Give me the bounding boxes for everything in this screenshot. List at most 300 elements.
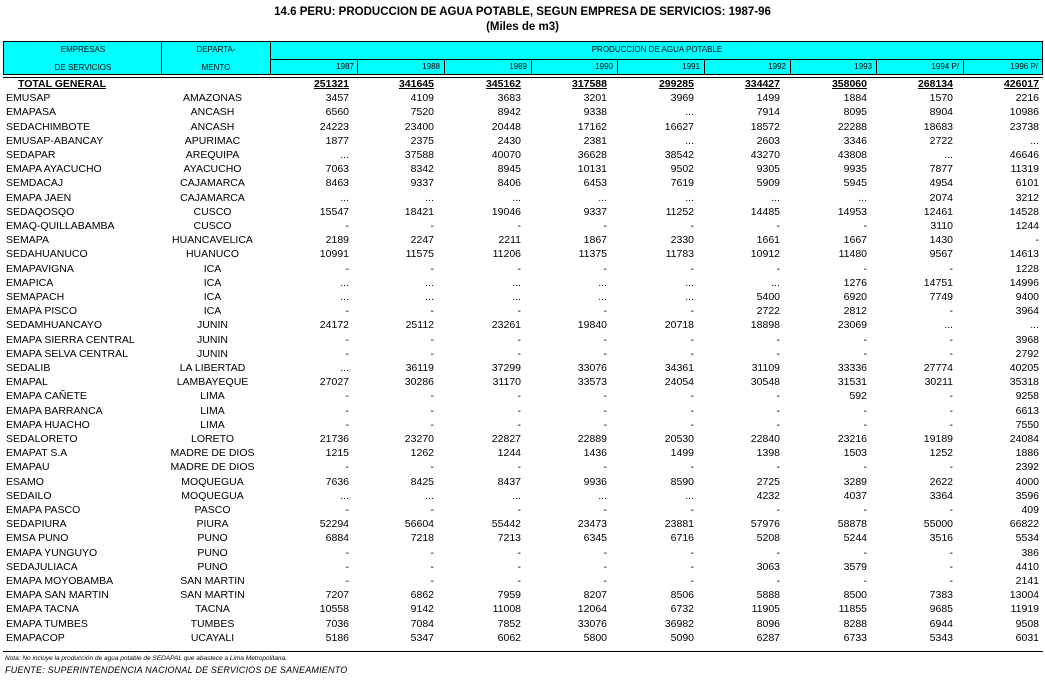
- year-divider: [790, 59, 791, 74]
- header-divider: [270, 59, 1042, 60]
- production-value: 6733: [843, 631, 867, 644]
- production-value: ...: [771, 276, 780, 289]
- production-value: 3683: [497, 92, 521, 105]
- production-value: 3212: [1015, 191, 1039, 204]
- production-value: 38542: [664, 149, 694, 161]
- production-value: 9502: [670, 163, 694, 176]
- company-name: SEDAMHUANCAYO: [6, 319, 103, 332]
- company-name: EMSA PUNO: [6, 532, 69, 545]
- production-value: -: [776, 262, 780, 275]
- production-value: 18421: [404, 205, 434, 218]
- production-value: 8904: [929, 106, 953, 119]
- production-value: 23738: [1009, 120, 1039, 133]
- production-value: 8945: [497, 163, 521, 176]
- production-value: -: [776, 575, 780, 587]
- table-row: [0, 362, 1045, 376]
- production-value: 1228: [1015, 262, 1039, 275]
- production-value: 5090: [670, 631, 694, 644]
- production-value: 8288: [843, 617, 867, 630]
- production-value: -: [603, 504, 607, 516]
- production-value: ...: [944, 149, 953, 161]
- production-value: -: [345, 305, 349, 318]
- table-note: Nota: No incluye la producción de agua potable de SEDAPAL que abastece a Lima Metropolitana.: [5, 655, 287, 662]
- production-value: 8406: [497, 177, 521, 190]
- production-value: ...: [598, 291, 607, 303]
- production-value: ...: [340, 149, 349, 161]
- production-value: ...: [771, 191, 780, 204]
- production-value: 22827: [491, 433, 521, 445]
- year-divider: [704, 59, 705, 74]
- production-value: 386: [1021, 546, 1039, 559]
- year-divider: [617, 59, 618, 74]
- production-value: -: [430, 404, 434, 417]
- production-value: 8506: [670, 589, 694, 602]
- production-value: 7959: [497, 589, 521, 602]
- table-row: [0, 561, 1045, 575]
- table-title: 14.6 PERU: PRODUCCION DE AGUA POTABLE, SEGUN EMPRESA DE SERVICIOS: 1987-96: [274, 6, 771, 18]
- production-value: ...: [1030, 134, 1039, 147]
- production-value: 25112: [405, 319, 434, 332]
- year-divider: [444, 59, 445, 74]
- production-value: ...: [512, 276, 521, 289]
- table-row: [0, 433, 1045, 447]
- production-value: 4109: [410, 92, 434, 105]
- table-row: [0, 163, 1045, 177]
- production-value: 23069: [837, 319, 867, 332]
- production-value: 2603: [756, 134, 780, 147]
- year-header: 1993: [854, 62, 872, 71]
- header-depto-2: MENTO: [201, 63, 231, 72]
- production-value: ...: [340, 362, 349, 374]
- production-value: -: [776, 504, 780, 516]
- total-label: TOTAL GENERAL: [18, 78, 107, 90]
- department-name: HUANUCO: [185, 248, 240, 261]
- production-value: -: [345, 461, 349, 474]
- table-row: [0, 476, 1045, 490]
- table-row: [0, 405, 1045, 419]
- production-value: 7550: [1015, 418, 1039, 431]
- production-value: 1667: [843, 234, 867, 247]
- production-value: 9935: [843, 163, 867, 176]
- production-value: -: [345, 262, 349, 275]
- production-value: 6062: [497, 631, 521, 644]
- production-value: 20718: [664, 319, 694, 332]
- production-value: -: [430, 347, 434, 360]
- production-value: 9508: [1015, 617, 1039, 630]
- production-value: 18572: [750, 120, 780, 133]
- total-value: 334427: [744, 78, 780, 90]
- production-value: 22288: [837, 120, 867, 133]
- table-row: [0, 106, 1045, 120]
- company-name: SEDAJULIACA: [6, 560, 78, 573]
- production-value: -: [690, 575, 694, 587]
- production-value: 23400: [404, 120, 434, 133]
- production-value: 13004: [1009, 589, 1039, 602]
- table-row: [0, 334, 1045, 348]
- production-value: 8425: [410, 475, 434, 488]
- production-value: -: [517, 333, 521, 346]
- production-value: -: [690, 560, 694, 573]
- department-name: AYACUCHO: [183, 163, 242, 176]
- production-value: -: [603, 347, 607, 360]
- production-value: 2330: [670, 234, 694, 247]
- production-value: 5186: [325, 631, 349, 644]
- production-value: -: [430, 418, 434, 431]
- production-value: ...: [425, 191, 434, 204]
- production-value: 8207: [583, 589, 607, 602]
- production-value: 17162: [577, 120, 607, 133]
- production-value: 8590: [670, 475, 694, 488]
- production-value: 2392: [1015, 461, 1039, 474]
- production-value: 24084: [1009, 433, 1039, 445]
- production-value: 23270: [404, 433, 434, 445]
- production-value: ...: [340, 191, 349, 204]
- production-value: 31109: [751, 362, 780, 374]
- table-row: [0, 248, 1045, 262]
- production-value: -: [776, 333, 780, 346]
- department-name: PASCO: [194, 504, 231, 516]
- production-value: 2381: [583, 134, 607, 147]
- production-value: -: [690, 305, 694, 318]
- production-value: -: [517, 262, 521, 275]
- production-value: -: [517, 418, 521, 431]
- company-name: EMAPA TUMBES: [6, 617, 88, 630]
- year-divider: [876, 59, 877, 74]
- production-value: -: [949, 504, 953, 516]
- company-name: EMAPA MOYOBAMBA: [6, 575, 114, 587]
- production-value: -: [345, 390, 349, 403]
- production-value: -: [776, 390, 780, 403]
- production-value: -: [603, 418, 607, 431]
- department-name: LIMA: [200, 404, 225, 417]
- total-value: 426017: [1003, 78, 1039, 90]
- department-name: TACNA: [195, 603, 230, 616]
- production-value: 8437: [497, 475, 521, 488]
- production-value: -: [345, 575, 349, 587]
- production-value: ...: [685, 106, 694, 119]
- production-value: -: [603, 560, 607, 573]
- total-value: 317588: [571, 78, 607, 90]
- production-value: -: [949, 418, 953, 431]
- table-row: [0, 220, 1045, 234]
- company-name: EMAPA YUNGUYO: [6, 546, 98, 559]
- company-name: EMAPA JAEN: [6, 191, 72, 204]
- production-value: 2141: [1015, 575, 1039, 587]
- production-value: 35318: [1009, 376, 1039, 389]
- production-value: 7383: [929, 589, 953, 602]
- department-name: HUANCAVELICA: [172, 234, 253, 247]
- company-name: EMAPA SAN MARTIN: [6, 589, 109, 602]
- production-value: -: [603, 333, 607, 346]
- department-name: LIMA: [200, 418, 225, 431]
- company-name: ESAMO: [6, 475, 44, 488]
- production-value: 6560: [325, 106, 349, 119]
- production-value: 66822: [1009, 518, 1039, 531]
- production-value: 5945: [843, 177, 867, 190]
- table-row: [0, 305, 1045, 319]
- production-value: ...: [685, 191, 694, 204]
- production-value: -: [776, 461, 780, 474]
- production-value: -: [430, 333, 434, 346]
- table-header: [3, 41, 1043, 75]
- production-value: -: [863, 347, 867, 360]
- production-value: 3969: [670, 92, 694, 105]
- production-value: ...: [512, 291, 521, 303]
- production-value: 14953: [837, 205, 867, 218]
- production-value: 6862: [410, 589, 434, 602]
- production-value: 3063: [756, 560, 780, 573]
- company-name: EMAPA TACNA: [6, 603, 79, 616]
- year-divider: [531, 59, 532, 74]
- production-value: ...: [944, 319, 953, 332]
- company-name: SEDAQOSQO: [6, 205, 75, 218]
- production-value: 20530: [664, 433, 694, 445]
- production-value: -: [430, 504, 434, 516]
- production-value: 1430: [929, 234, 953, 247]
- department-name: AMAZONAS: [183, 92, 242, 105]
- header-empresas-2: DE SERVICIOS: [54, 63, 112, 72]
- production-value: 9337: [410, 177, 434, 190]
- department-name: MADRE DE DIOS: [170, 461, 255, 474]
- production-value: 6920: [843, 291, 867, 303]
- production-value: 22889: [577, 433, 607, 445]
- production-value: -: [345, 418, 349, 431]
- production-value: 55000: [923, 518, 953, 531]
- production-value: 5800: [583, 631, 607, 644]
- department-name: APURIMAC: [184, 134, 241, 147]
- production-value: 1877: [325, 134, 349, 147]
- production-value: 11480: [838, 248, 867, 261]
- production-value: 30286: [404, 376, 434, 389]
- department-name: SAN MARTIN: [180, 589, 245, 602]
- company-name: SEDAPIURA: [6, 518, 67, 531]
- production-value: -: [430, 262, 434, 275]
- company-name: EMAPA SIERRA CENTRAL: [6, 333, 135, 346]
- table-row: [0, 135, 1045, 149]
- production-value: 24223: [319, 120, 349, 133]
- department-name: MADRE DE DIOS: [170, 447, 255, 460]
- production-value: 43270: [750, 149, 780, 161]
- total-value: 251321: [313, 78, 349, 90]
- production-value: 6031: [1015, 631, 1039, 644]
- production-value: -: [690, 390, 694, 403]
- production-value: ...: [1030, 319, 1039, 332]
- production-value: -: [517, 390, 521, 403]
- production-value: ...: [685, 291, 694, 303]
- production-value: 1570: [929, 92, 953, 105]
- production-value: 3579: [843, 560, 867, 573]
- production-value: -: [690, 418, 694, 431]
- production-value: -: [690, 546, 694, 559]
- production-value: 7084: [410, 617, 434, 630]
- year-header: 1987: [336, 62, 354, 71]
- production-value: 36119: [405, 362, 434, 374]
- department-name: ICA: [203, 305, 222, 318]
- production-value: 21736: [319, 433, 349, 445]
- production-value: -: [776, 546, 780, 559]
- production-value: -: [430, 305, 434, 318]
- production-value: ...: [425, 276, 434, 289]
- production-value: ...: [858, 191, 867, 204]
- production-value: -: [949, 262, 953, 275]
- production-value: 4037: [843, 489, 867, 502]
- production-value: 7218: [410, 532, 434, 545]
- production-value: 1244: [1015, 220, 1039, 232]
- production-value: 8500: [843, 589, 867, 602]
- production-value: -: [863, 220, 867, 232]
- production-value: ...: [685, 489, 694, 502]
- department-name: PUNO: [197, 532, 228, 545]
- company-name: SEDALORETO: [6, 433, 78, 445]
- production-value: 31531: [837, 376, 867, 389]
- company-name: EMUSAP-ABANCAY: [6, 134, 104, 147]
- production-value: 1252: [929, 447, 953, 460]
- production-value: 11375: [578, 248, 607, 261]
- production-value: 2430: [497, 134, 521, 147]
- production-value: 11919: [1010, 603, 1039, 616]
- production-value: 37299: [491, 362, 521, 374]
- production-value: -: [430, 575, 434, 587]
- production-value: -: [430, 220, 434, 232]
- production-value: -: [690, 220, 694, 232]
- production-value: 18683: [923, 120, 953, 133]
- production-value: 10912: [750, 248, 780, 261]
- production-value: 33076: [577, 362, 607, 374]
- production-value: 2375: [410, 134, 434, 147]
- production-value: 7636: [325, 475, 349, 488]
- production-value: -: [863, 404, 867, 417]
- production-value: 1661: [756, 234, 780, 247]
- production-value: 27774: [923, 362, 953, 374]
- production-value: -: [776, 347, 780, 360]
- production-value: 4000: [1015, 475, 1039, 488]
- production-value: 33573: [577, 376, 607, 389]
- table-row: [0, 447, 1045, 461]
- production-value: 2722: [756, 305, 780, 318]
- production-value: -: [949, 560, 953, 573]
- production-value: -: [949, 546, 953, 559]
- table-row: [0, 177, 1045, 191]
- production-value: 3289: [843, 475, 867, 488]
- production-value: 43808: [837, 149, 867, 161]
- production-value: -: [603, 546, 607, 559]
- production-value: 5888: [756, 589, 780, 602]
- department-name: SAN MARTIN: [180, 575, 245, 587]
- year-header: 1990: [595, 62, 613, 71]
- production-value: -: [603, 461, 607, 474]
- production-value: 19840: [577, 319, 607, 332]
- production-value: 3964: [1015, 305, 1039, 318]
- production-value: -: [949, 305, 953, 318]
- production-value: ...: [425, 291, 434, 303]
- production-value: 9567: [929, 248, 953, 261]
- production-value: 5208: [756, 532, 780, 545]
- production-value: 3364: [929, 489, 953, 502]
- footer-rule: [3, 651, 1043, 652]
- production-value: 11008: [492, 603, 521, 616]
- production-value: 11319: [1010, 163, 1039, 176]
- table-row: [0, 149, 1045, 163]
- production-value: 36628: [577, 149, 607, 161]
- department-name: CUSCO: [193, 205, 232, 218]
- production-value: 2725: [756, 475, 780, 488]
- table-source: FUENTE: SUPERINTENDENCIA NACIONAL DE SERVICIOS DE SANEAMIENTO: [5, 665, 348, 675]
- production-value: -: [603, 220, 607, 232]
- production-value: -: [345, 333, 349, 346]
- company-name: EMAPA CAÑETE: [6, 390, 87, 403]
- production-value: -: [690, 404, 694, 417]
- total-value: 345162: [485, 78, 521, 90]
- table-row: [0, 632, 1045, 646]
- department-name: JUNIN: [197, 333, 228, 346]
- production-value: 2074: [929, 191, 953, 204]
- production-value: 8096: [756, 617, 780, 630]
- production-value: -: [690, 347, 694, 360]
- production-value: 11783: [665, 248, 694, 261]
- production-value: 23473: [577, 518, 607, 531]
- production-value: 7877: [929, 163, 953, 176]
- production-value: 9400: [1015, 291, 1039, 303]
- production-value: 10558: [319, 603, 349, 616]
- production-value: 1867: [583, 234, 607, 247]
- company-name: EMAPA HUACHO: [6, 418, 90, 431]
- production-value: 31170: [492, 376, 521, 389]
- department-name: LORETO: [191, 433, 234, 445]
- production-value: 3457: [325, 92, 349, 105]
- production-value: -: [603, 305, 607, 318]
- total-row: [0, 78, 1045, 92]
- production-value: 1276: [843, 276, 867, 289]
- production-value: 23261: [491, 319, 521, 332]
- production-value: 9338: [583, 106, 607, 119]
- production-value: -: [863, 262, 867, 275]
- table-row: [0, 618, 1045, 632]
- department-name: JUNIN: [197, 347, 228, 360]
- production-value: -: [863, 461, 867, 474]
- company-name: EMAPAVIGNA: [6, 262, 74, 275]
- production-value: -: [517, 546, 521, 559]
- production-value: 9142: [410, 603, 434, 616]
- table-row: [0, 504, 1045, 518]
- production-value: 6345: [583, 532, 607, 545]
- production-value: 10986: [1009, 106, 1039, 119]
- production-value: -: [690, 262, 694, 275]
- company-name: SEDAILO: [6, 489, 52, 502]
- year-header: 1988: [422, 62, 440, 71]
- department-name: CAJAMARCA: [180, 191, 245, 204]
- production-value: 5400: [756, 291, 780, 303]
- production-value: 37588: [404, 149, 434, 161]
- production-value: 1499: [756, 92, 780, 105]
- company-name: EMUSAP: [6, 92, 51, 105]
- production-value: 18898: [750, 319, 780, 332]
- production-value: 34361: [664, 362, 694, 374]
- production-value: 52294: [319, 518, 349, 531]
- department-name: ICA: [203, 291, 222, 303]
- header-empresas-1: EMPRESAS: [60, 45, 106, 54]
- production-value: 1262: [410, 447, 434, 460]
- header-depto-1: DEPARTA-: [196, 45, 236, 54]
- production-value: 4232: [756, 489, 780, 502]
- production-value: 2189: [325, 234, 349, 247]
- production-value: 56604: [404, 518, 434, 531]
- production-value: 11855: [838, 603, 867, 616]
- table-row: [0, 291, 1045, 305]
- production-value: ...: [598, 489, 607, 502]
- table-row: [0, 192, 1045, 206]
- production-value: 8342: [410, 163, 434, 176]
- department-name: ICA: [203, 262, 222, 275]
